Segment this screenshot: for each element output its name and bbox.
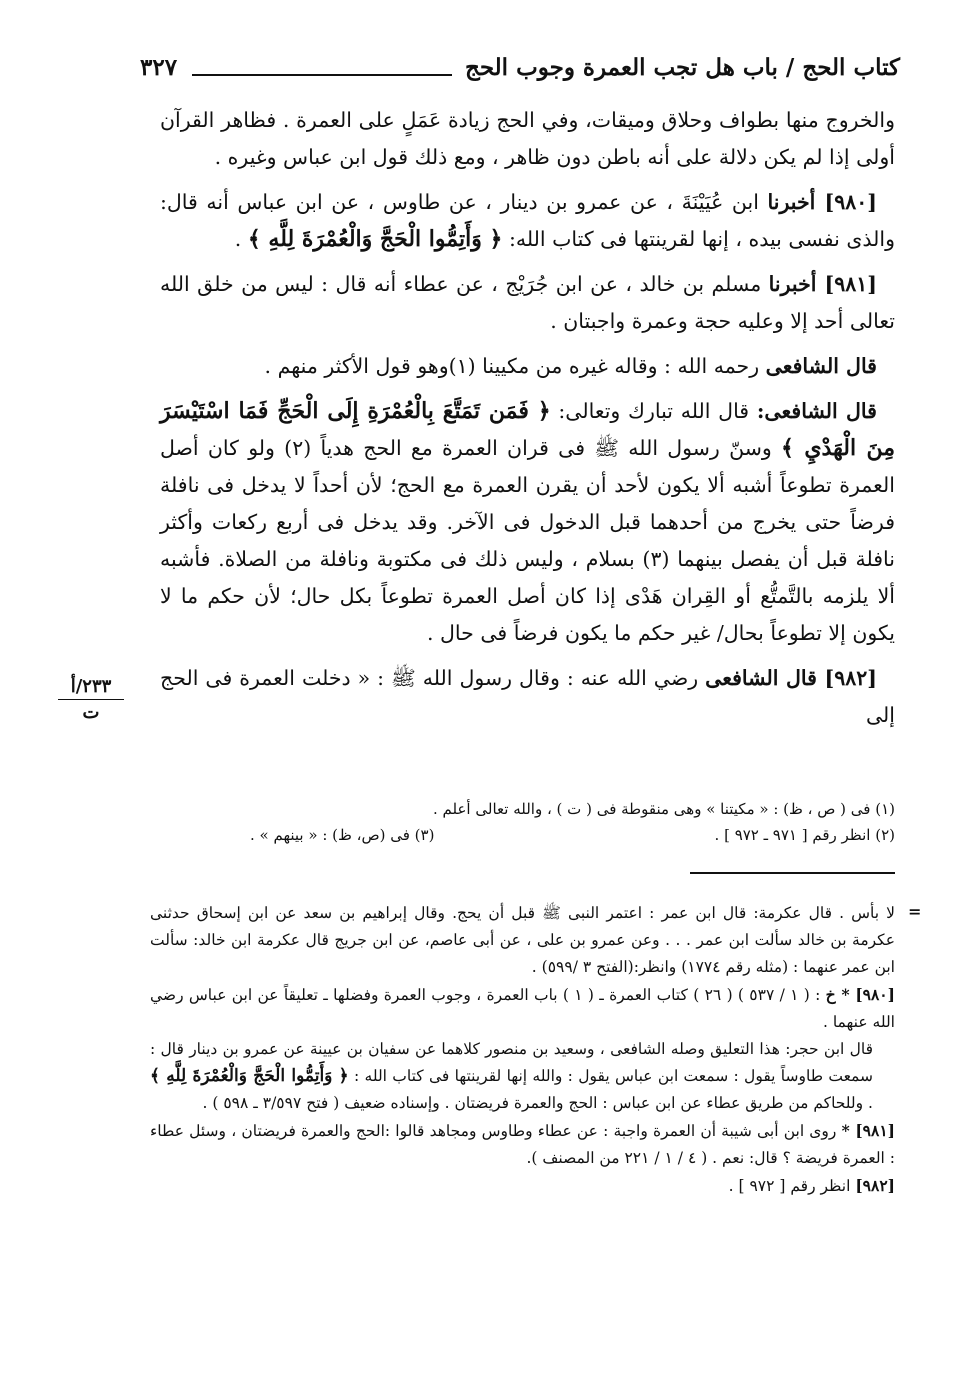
speaker-shafii-1: قال الشافعى (765, 354, 877, 378)
paragraph-1: والخروج منها بطواف وحلاق وميقات، وفي الحج زيادة عَمَلٍ على العمرة . فظاهر القرآن أولى إذا لم يكن دلالة على أنه باطن دون ظاهر ، ومع ذلك قول ابن عباس وغيره . (160, 108, 895, 169)
footnote-3: (٣) فى (ص، ظ) : « بينهم » . (250, 826, 435, 844)
paragraph-shafii-1 (160, 348, 895, 385)
editor-note-981-text: روى ابن أبى شيبة أن العمرة واجبة : عن عطاء وطاوس ومجاهد قالوا :الحج والعمرة فريضتان ، وسئل عطاء : العمرة فريضة ؟ قال: نعم . ( ٤ / ١ / ٢٢١ من المصنف ). (150, 1122, 895, 1167)
continuation-mark: = (908, 902, 922, 921)
editor-notes (150, 900, 895, 1200)
paragraph-shafii-2-intro: قال الله تبارك وتعالى: (558, 399, 750, 423)
hadith-981-number: [٩٨١] أخبرنا (768, 272, 877, 296)
editor-note-981 (150, 1117, 895, 1172)
footnote-separator (690, 872, 895, 874)
hadith-982-number: [٩٨٢] قال الشافعى (705, 666, 877, 690)
footnote-row-2 (250, 822, 895, 848)
editor-note-982 (150, 1172, 895, 1200)
editor-note-ibn-hajar-text: قال ابن حجر: هذا التعليق وصله الشافعى ، وسعيد بن منصور كلاهما عن سفيان بن عيينة عن عمرو بن دينار قال : سمعت طاوساً يقول : سمعت ابن عباس يقول : والله إنها لقرينتها فى كتاب الله : (150, 1040, 874, 1085)
quran-verse-1: ﴿ وَأَتِمُّوا الْحَجَّ وَالْعُمْرَةَ لِلَّهِ ﴾ (247, 226, 503, 252)
editor-note-ibn-hajar (150, 1036, 895, 1117)
quran-verse-2: ﴿ فَمَن تَمَتَّعَ بِالْعُمْرَةِ إِلَى الْحَجِّ فَمَا اسْتَيْسَرَ مِنَ الْهَدْيِ ﴾ (160, 398, 895, 461)
header-rule (192, 74, 452, 76)
hadith-982-text: رضي الله عنه : وقال رسول الله ﷺ : « دخلت العمرة فى الحج إلى (160, 666, 895, 727)
paragraph-shafii-2-text: وسنّ رسول الله ﷺ فى قران العمرة مع الحج هدياً (٢) ولو كان أصل العمرة تطوعاً أشبه ألا يكون لأحد أن يقرن العمرة مع الحج؛ لأن أحداً لا يدخل فى نافلة فرضاً حتى يخرج من أحدهما قبل الدخول فى الآخر. وقد يدخل فى أربع ركعات وأكثر نافلة قبل أن يفصل بينهما (٣) بسلام ، وليس ذلك فى مكتوبة ونافلة من الصلاة. فأشبه ألا يلزمه بالتَّمتُّع أو القِران هَدْى إذا كان أصل العمرة تطوعاً بكل حال؛ لأن حكم ما لا يكون إلا تطوعاً بحال/ غير حكم ما يكون فرضاً فى حال . (160, 436, 895, 645)
hadith-980-end: . (234, 227, 242, 251)
footnote-2: (٢) انظر رقم [ ٩٧١ ـ ٩٧٢ ] . (714, 826, 895, 844)
hadith-980-number: [٩٨٠] أخبرنا (767, 190, 877, 214)
page-number: ٣٢٧ (140, 54, 178, 81)
margin-note-siglum: ت (82, 702, 100, 723)
editor-note-982-text: انظر رقم [ ٩٧٢ ] . (728, 1177, 851, 1195)
editor-note-980 (150, 981, 895, 1036)
margin-note-folio: ٢٣٣/أ (58, 676, 124, 700)
hadith-980 (160, 184, 895, 258)
paragraph-shafii-2 (160, 393, 895, 652)
manuscript-margin-note (58, 676, 124, 723)
page-header (140, 50, 900, 90)
editor-note-982-ref: [٩٨٢] (855, 1176, 895, 1195)
main-text (160, 102, 895, 742)
running-title: كتاب الحج / باب هل تجب العمرة وجوب الحج (464, 54, 900, 81)
hadith-981-text: مسلم بن خالد ، عن ابن جُرَيْج ، عن عطاء أنه قال : ليس من خلق الله تعالى أحد إلا وعليه حجة وعمرة واجبتان . (160, 272, 895, 333)
editor-note-981-ref: [٩٨١] * (841, 1121, 895, 1140)
editor-note-980-ref: [٩٨٠] * خ (825, 985, 895, 1004)
editor-note-ibn-hajar-end: . وللحاكم من طريق عطاء عن ابن عباس : الحج والعمرة فريضتان . وإسناده ضعيف ( فتح ٣/٥٩٧ ـ ٥٩٨ ) . (202, 1094, 873, 1112)
speaker-shafii-2: قال الشافعى: (756, 399, 877, 423)
editor-note-1: لا بأس . قال عكرمة: قال ابن عمر : اعتمر النبى ﷺ قبل أن يحج. وقال إبراهيم بن سعد عن ابن إسحاق حدثنى عكرمة بن خالد سألت ابن عمر . . . وعن عمرو بن على ، عن أبى عاصم، عن ابن جريج قال عكرمة ابن خالد: سألت ابن عمر عنهما : (مثله رقم ١٧٧٤) وانظر:(الفتح ٣ /٥٩٩) . (150, 904, 895, 976)
footnote-1: (١) فى ( ص ، ظ) : « مكيتنا » وهى منقوطة فى ( ت ) ، والله تعالى أعلم . (433, 800, 895, 818)
hadith-980-text: ابن عُيَيْنَةَ ، عن عمرو بن دينار ، عن طاوس ، عن ابن عباس أنه قال: والذى نفسى بيده ، إنها لقرينتها فى كتاب الله: (160, 190, 895, 251)
author-footnotes (250, 796, 895, 848)
hadith-981 (160, 266, 895, 340)
editor-note-980-text: : ( ١ / ٥٣٧ ) ( ٢٦ ) كتاب العمرة ـ ( ١ ) باب العمرة ، وجوب العمرة وفضلها ـ تعليقاً عن ابن عباس رضي الله عنهما . (150, 986, 895, 1031)
editor-quran-verse: ﴿ وَأَتِمُّوا الْحَجَّ وَالْعُمْرَةَ لِلَّهِ ﴾ (150, 1066, 349, 1086)
hadith-982 (160, 660, 895, 734)
paragraph-shafii-1-text: رحمه الله : وقاله غيره من مكيينا (١)وهو قول الأكثر منهم . (264, 354, 760, 378)
